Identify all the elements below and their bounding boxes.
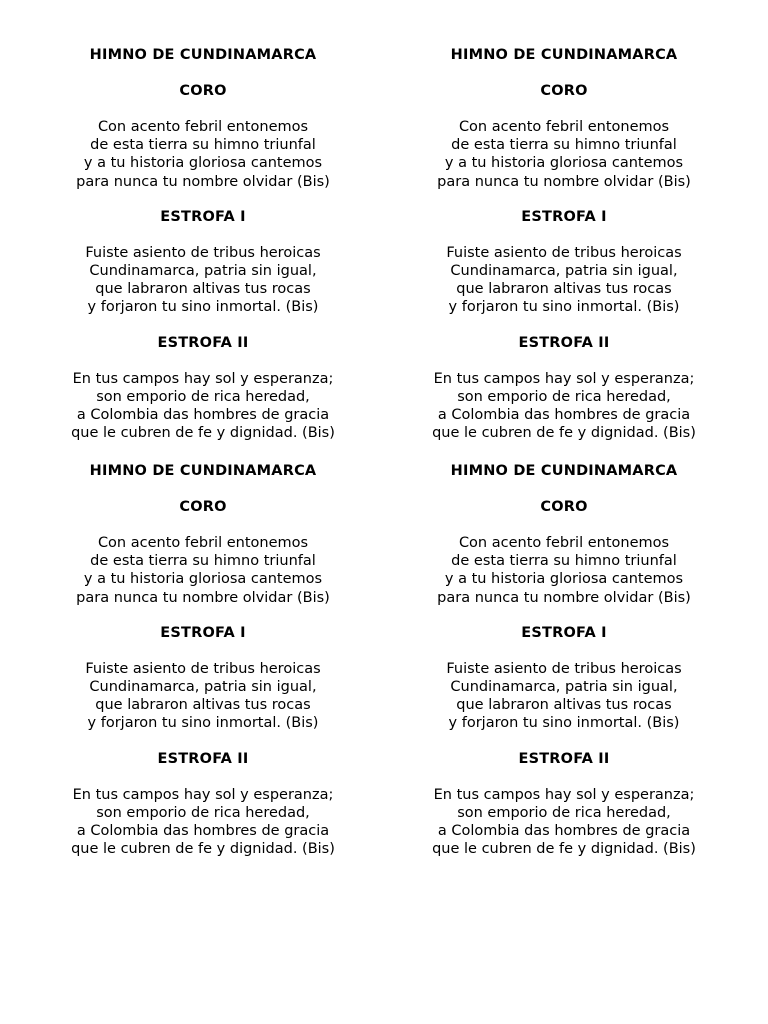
verse-line: a Colombia das hombres de gracia (437, 823, 691, 840)
chorus-verse (394, 534, 734, 607)
verse-line: y forjaron tu sino inmortal. (Bis) (448, 299, 680, 316)
verse-line: que labraron altivas tus rocas (95, 697, 311, 714)
stanza-2-verse (33, 370, 373, 443)
anthem-title: HIMNO DE CUNDINAMARCA (89, 463, 317, 479)
anthem-copy-bottom-right (394, 462, 734, 858)
stanza-2-heading: ESTROFA II (157, 334, 249, 351)
verse-line: que le cubren de fe y dignidad. (Bis) (71, 425, 335, 442)
verse-line: de esta tierra su himno triunfal (451, 553, 677, 570)
verse-line: y forjaron tu sino inmortal. (Bis) (448, 715, 680, 732)
verse-line: de esta tierra su himno triunfal (90, 137, 316, 154)
stanza-1-verse (394, 660, 734, 733)
anthem-title: HIMNO DE CUNDINAMARCA (450, 463, 678, 479)
verse-line: de esta tierra su himno triunfal (90, 553, 316, 570)
anthem-title: HIMNO DE CUNDINAMARCA (89, 47, 317, 63)
verse-line: Con acento febril entonemos (97, 119, 309, 135)
verse-line: y a tu historia gloriosa cantemos (444, 155, 684, 172)
chorus-heading: CORO (540, 499, 588, 515)
verse-line: de esta tierra su himno triunfal (451, 137, 677, 154)
stanza-1-heading: ESTROFA I (521, 624, 607, 641)
chorus-heading: CORO (540, 83, 588, 99)
anthem-title: HIMNO DE CUNDINAMARCA (450, 47, 678, 63)
verse-line: son emporio de rica heredad, (96, 804, 310, 821)
anthem-copy-top-right (394, 46, 734, 442)
verse-line: que labraron altivas tus rocas (456, 697, 672, 714)
verse-line: para nunca tu nombre olvidar (Bis) (437, 589, 691, 606)
verse-line: que le cubren de fe y dignidad. (Bis) (432, 841, 696, 858)
stanza-1-verse (33, 244, 373, 317)
stanza-1-heading: ESTROFA I (160, 624, 246, 641)
verse-line: En tus campos hay sol y esperanza; (72, 786, 334, 803)
verse-line: que le cubren de fe y dignidad. (Bis) (71, 841, 335, 858)
stanza-1-heading: ESTROFA I (521, 208, 607, 225)
stanza-2-heading: ESTROFA II (157, 750, 249, 767)
verse-line: Con acento febril entonemos (458, 119, 670, 135)
verse-line: Fuiste asiento de tribus heroicas (85, 244, 321, 261)
stanza-2-heading: ESTROFA II (518, 334, 610, 351)
verse-line: son emporio de rica heredad, (457, 804, 671, 821)
stanza-2-verse (33, 786, 373, 859)
verse-line: y a tu historia gloriosa cantemos (444, 571, 684, 588)
verse-line: Fuiste asiento de tribus heroicas (446, 660, 682, 677)
verse-line: son emporio de rica heredad, (457, 388, 671, 405)
verse-line: y forjaron tu sino inmortal. (Bis) (87, 299, 319, 316)
verse-line: a Colombia das hombres de gracia (76, 823, 330, 840)
chorus-heading: CORO (179, 83, 227, 99)
verse-line: a Colombia das hombres de gracia (437, 407, 691, 424)
verse-line: En tus campos hay sol y esperanza; (433, 786, 695, 803)
stanza-1-verse (33, 660, 373, 733)
stanza-1-heading: ESTROFA I (160, 208, 246, 225)
anthem-copy-bottom-left (33, 462, 373, 858)
verse-line: Con acento febril entonemos (97, 535, 309, 551)
verse-line: para nunca tu nombre olvidar (Bis) (76, 173, 330, 190)
verse-line: Cundinamarca, patria sin igual, (450, 679, 678, 696)
verse-line: Con acento febril entonemos (458, 535, 670, 551)
verse-line: y forjaron tu sino inmortal. (Bis) (87, 715, 319, 732)
verse-line: y a tu historia gloriosa cantemos (83, 155, 323, 172)
stanza-2-verse (394, 786, 734, 859)
verse-line: y a tu historia gloriosa cantemos (83, 571, 323, 588)
chorus-heading: CORO (179, 499, 227, 515)
verse-line: Cundinamarca, patria sin igual, (450, 263, 678, 280)
verse-line: En tus campos hay sol y esperanza; (72, 370, 334, 387)
verse-line: son emporio de rica heredad, (96, 388, 310, 405)
verse-line: que le cubren de fe y dignidad. (Bis) (432, 425, 696, 442)
stanza-1-verse (394, 244, 734, 317)
verse-line: Cundinamarca, patria sin igual, (89, 679, 317, 696)
anthem-copy-top-left (33, 46, 373, 442)
chorus-verse (394, 118, 734, 191)
verse-line: Cundinamarca, patria sin igual, (89, 263, 317, 280)
verse-line: a Colombia das hombres de gracia (76, 407, 330, 424)
verse-line: que labraron altivas tus rocas (95, 281, 311, 298)
chorus-verse (33, 118, 373, 191)
verse-line: para nunca tu nombre olvidar (Bis) (76, 589, 330, 606)
verse-line: que labraron altivas tus rocas (456, 281, 672, 298)
chorus-verse (33, 534, 373, 607)
verse-line: Fuiste asiento de tribus heroicas (446, 244, 682, 261)
stanza-2-heading: ESTROFA II (518, 750, 610, 767)
verse-line: para nunca tu nombre olvidar (Bis) (437, 173, 691, 190)
verse-line: En tus campos hay sol y esperanza; (433, 370, 695, 387)
verse-line: Fuiste asiento de tribus heroicas (85, 660, 321, 677)
stanza-2-verse (394, 370, 734, 443)
